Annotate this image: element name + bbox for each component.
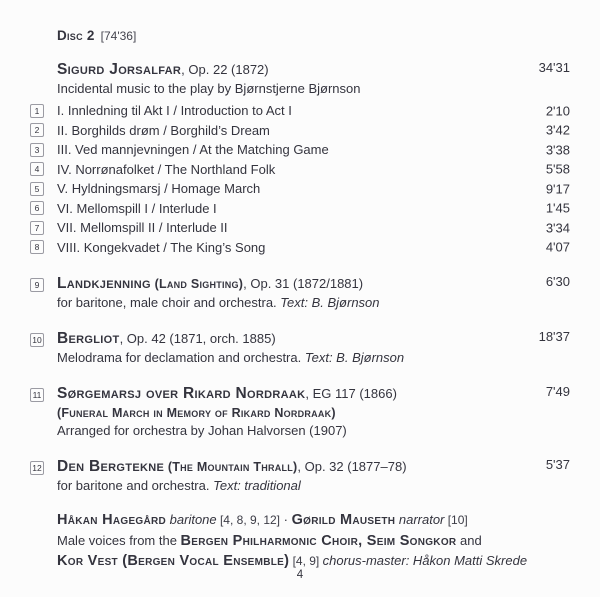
track-number-box: 7 — [30, 221, 44, 235]
credits-block — [0, 510, 600, 572]
track-duration: 5'58 — [545, 161, 570, 177]
work-heading-sorgemarsj — [0, 384, 600, 404]
performer-track-refs: [4, 8, 9, 12] — [216, 513, 281, 527]
track-list — [0, 101, 600, 257]
work-description-text: Incidental music to the play by Bjørnstjerne Bjørnson — [57, 81, 361, 96]
work-duration: 34'31 — [538, 60, 570, 75]
page-number: 4 — [296, 569, 304, 581]
work-arrangement-line: Arranged for orchestra by Johan Halvorsen (1907) — [57, 423, 347, 438]
choir-track-refs: [4, 9] — [289, 554, 323, 568]
table-row — [0, 160, 600, 180]
performer-track-refs: [10] — [444, 513, 468, 527]
track-title: VII. Mellomspill II / Interlude II — [57, 220, 228, 236]
choir-name: Kor Vest (Bergen Vocal Ensemble) — [57, 553, 290, 569]
work-description-text: for baritone, male choir and orchestra. — [57, 295, 281, 310]
work-section-sorgemarsj — [0, 384, 600, 440]
track-number-box: 10 — [30, 333, 44, 347]
track-duration: 3'42 — [545, 122, 570, 138]
work-title-translation: (Land Sighting) — [150, 277, 244, 291]
work-duration: 5'37 — [545, 457, 570, 472]
track-duration: 9'17 — [545, 181, 570, 197]
table-row — [0, 238, 600, 258]
disc-total-duration: [74'36] — [100, 29, 137, 43]
performer-name: Håkan Hagegård — [57, 512, 167, 528]
work-duration: 18'37 — [538, 329, 570, 344]
track-title: III. Ved mannjevningen / At the Matching Game — [57, 142, 329, 158]
table-row — [0, 218, 600, 238]
work-description — [0, 477, 600, 495]
work-description-text: for baritone and orchestra. — [57, 478, 214, 493]
track-number-box: 4 — [30, 162, 44, 176]
work-duration: 7'49 — [545, 384, 570, 399]
work-heading-landkjenning — [0, 274, 600, 294]
credits-choirs-line1 — [0, 531, 600, 552]
work-title: Sørgemarsj over Rikard Nordraak — [57, 385, 306, 402]
work-title-translation: (The Mountain Thrall) — [164, 460, 298, 474]
track-number-box: 3 — [30, 143, 44, 157]
table-row — [0, 199, 600, 219]
work-heading-den-bergtekne — [0, 457, 600, 477]
work-opus: , Op. 31 (1872/1881) — [243, 276, 364, 291]
performer-name: Gørild Mauseth — [291, 512, 396, 528]
performer-role: narrator — [395, 512, 445, 527]
choir-name: Bergen Philharmonic Choir, Seim Songkor — [180, 532, 457, 549]
track-number-box: 11 — [30, 388, 44, 402]
table-row — [0, 121, 600, 141]
track-title: IV. Norrønafolket / The Northland Folk — [57, 161, 276, 177]
work-title-translation-line: (Funeral March in Memory of Rikard Nordraak) — [57, 406, 336, 420]
performer-role: baritone — [166, 512, 217, 527]
work-title: Bergliot — [57, 330, 120, 347]
work-description — [0, 349, 600, 367]
separator-dot: · — [280, 512, 292, 527]
track-number-box: 6 — [30, 201, 44, 215]
work-opus: , EG 117 (1866) — [305, 386, 397, 401]
track-title: I. Innledning til Akt I / Introduction to Act I — [57, 103, 292, 119]
work-title: Sigurd Jorsalfar — [57, 61, 182, 78]
track-duration: 2'10 — [545, 103, 570, 119]
work-opus: , Op. 42 (1871, orch. 1885) — [119, 331, 276, 346]
work-section-landkjenning — [0, 274, 600, 312]
work-opus: , Op. 22 (1872) — [181, 62, 269, 77]
table-row — [0, 140, 600, 160]
choir-and: and — [456, 532, 482, 548]
track-duration: 3'34 — [545, 220, 570, 236]
work-title: Den Bergtekne — [57, 458, 165, 475]
work-text-credit: Text: B. Bjørnson — [280, 295, 380, 310]
chorus-master-credit: chorus-master: Håkon Matti Skrede — [322, 553, 528, 568]
track-duration: 1'45 — [545, 200, 570, 216]
track-title: VIII. Kongekvadet / The King’s Song — [57, 239, 266, 255]
table-row — [0, 179, 600, 199]
work-description-text: Melodrama for declamation and orchestra. — [57, 350, 305, 365]
work-heading-sigurd-jorsalfar — [0, 60, 600, 80]
work-section-bergliot — [0, 329, 600, 367]
track-number-box: 5 — [30, 182, 44, 196]
work-heading-bergliot — [0, 329, 600, 349]
work-title: Landkjenning — [57, 275, 151, 292]
track-number-box: 9 — [30, 278, 44, 292]
work-description — [0, 80, 600, 98]
credits-soloists — [0, 510, 600, 531]
work-text-credit: Text: traditional — [213, 478, 301, 493]
track-number-box: 12 — [30, 461, 44, 475]
track-title: II. Borghilds drøm / Borghild’s Dream — [57, 122, 270, 138]
disc-header — [0, 28, 600, 43]
table-row — [0, 101, 600, 121]
track-number-box: 2 — [30, 123, 44, 137]
choir-prefix: Male voices from the — [57, 532, 181, 548]
track-duration: 3'38 — [545, 142, 570, 158]
work-opus: , Op. 32 (1877–78) — [297, 459, 407, 474]
track-title: V. Hyldningsmarsj / Homage March — [57, 181, 261, 197]
track-number-box: 1 — [30, 104, 44, 118]
track-duration: 4'07 — [545, 239, 570, 255]
work-text-credit: Text: B. Bjørnson — [304, 350, 405, 365]
work-description — [0, 294, 600, 312]
disc-label: Disc 2 — [57, 28, 95, 43]
track-title: VI. Mellomspill I / Interlude I — [57, 200, 217, 216]
track-number-box: 8 — [30, 240, 44, 254]
work-duration: 6'30 — [545, 274, 570, 289]
work-section-den-bergtekne — [0, 457, 600, 495]
